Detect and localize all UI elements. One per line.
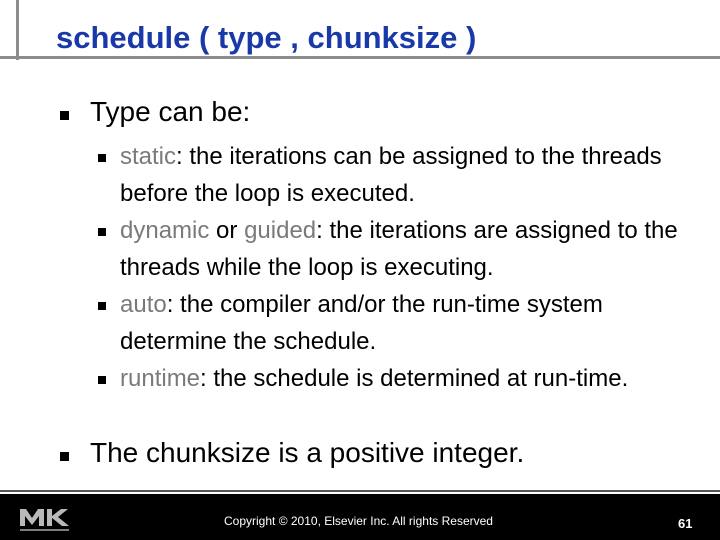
sub-bullet-runtime: [120, 360, 705, 397]
term-or: or: [209, 217, 245, 244]
decorative-vertical-line: [16, 0, 19, 60]
sub-bullet-marker-icon: [98, 302, 106, 310]
bullet-chunksize: The chunksize is a positive integer.: [90, 437, 525, 468]
bullet-type-can-be: Type can be:: [90, 96, 251, 127]
decorative-horizontal-line: [0, 56, 720, 59]
sub-bullet-marker-icon: [98, 154, 106, 162]
sub-bullet-runtime-text: : the schedule is determined at run-time.: [200, 365, 629, 392]
sub-bullet-marker-icon: [98, 228, 106, 236]
copyright-notice: Copyright © 2010, Elsevier Inc. All rights Reserved: [224, 514, 493, 528]
sub-bullet-dynamic: [120, 212, 705, 286]
morgan-kaufmann-logo-icon: [18, 506, 72, 534]
slide-title: schedule ( type , chunksize ): [56, 20, 477, 55]
term-runtime: runtime: [120, 365, 201, 392]
term-guided: guided: [244, 217, 317, 244]
term-dynamic: dynamic: [120, 217, 210, 244]
sub-bullet-dynamic-text: : the iterations are assigned to the threads while the loop is executing.: [120, 217, 678, 281]
bullet-marker-icon: [60, 111, 69, 120]
sub-bullet-auto-text: : the compiler and/or the run-time system determine the schedule.: [120, 291, 603, 355]
term-auto: auto: [120, 291, 167, 318]
sub-bullet-static-text: : the iterations can be assigned to the threads before the loop is executed.: [120, 143, 662, 207]
bullet-marker-icon: [60, 452, 69, 461]
term-static: static: [120, 143, 177, 170]
page-number: 61: [678, 516, 693, 531]
sub-bullet-auto: [120, 286, 705, 360]
sub-bullet-marker-icon: [98, 376, 106, 384]
sub-bullet-static: [120, 138, 705, 212]
footer-divider: [0, 490, 720, 492]
